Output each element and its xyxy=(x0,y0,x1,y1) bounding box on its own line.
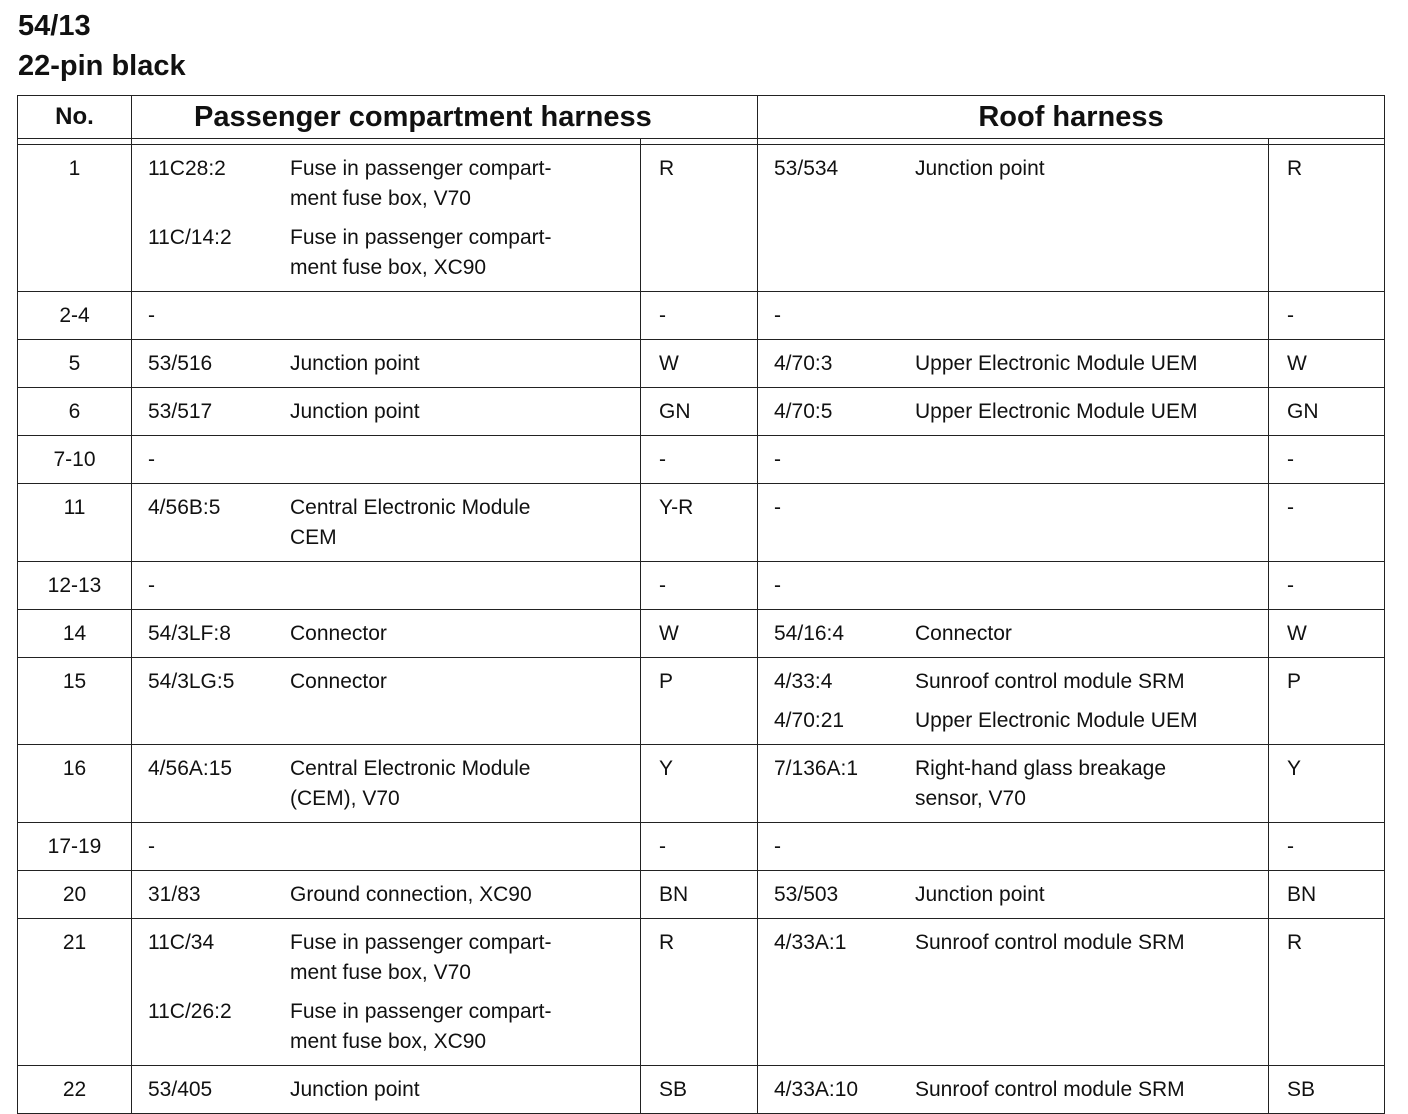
roof-component-code: 4/70:21 xyxy=(774,709,845,732)
table-row xyxy=(18,436,1385,484)
roof-component-description: Junction point xyxy=(915,157,1045,180)
roof-wire-color: - xyxy=(1269,292,1385,340)
roof-entry xyxy=(774,301,1262,331)
pin-table xyxy=(17,95,1385,1114)
passenger-component-description: Fuse in passenger compart- ment fuse box, XC90 xyxy=(290,1000,552,1053)
passenger-component-description: Central Electronic Module CEM xyxy=(290,496,531,549)
roof-wire-color: SB xyxy=(1269,1066,1385,1114)
passenger-component-code: 31/83 xyxy=(148,883,201,906)
passenger-component-code: - xyxy=(148,574,155,597)
passenger-wire-color: - xyxy=(641,436,758,484)
passenger-component-description: Ground connection, XC90 xyxy=(290,883,532,906)
roof-component-description: Connector xyxy=(915,622,1012,645)
connector-description: 22-pin black xyxy=(18,50,186,82)
roof-wire-color: W xyxy=(1269,340,1385,388)
table-row xyxy=(18,340,1385,388)
roof-harness-cell xyxy=(758,292,1269,340)
roof-entry xyxy=(774,571,1262,601)
passenger-entry xyxy=(148,223,634,283)
passenger-harness-cell xyxy=(132,340,641,388)
pin-number: 12-13 xyxy=(18,562,132,610)
passenger-harness-cell xyxy=(132,484,641,562)
roof-harness-cell xyxy=(758,340,1269,388)
passenger-component-description xyxy=(290,571,634,601)
header-no: No. xyxy=(18,96,132,139)
passenger-component-description xyxy=(290,832,634,862)
table-row xyxy=(18,658,1385,745)
passenger-entry xyxy=(148,445,634,475)
pin-number: 11 xyxy=(18,484,132,562)
table-row xyxy=(18,745,1385,823)
roof-wire-color: BN xyxy=(1269,871,1385,919)
pin-number: 20 xyxy=(18,871,132,919)
table-row xyxy=(18,484,1385,562)
roof-harness-cell xyxy=(758,1066,1269,1114)
passenger-component-description: Central Electronic Module (CEM), V70 xyxy=(290,757,531,810)
passenger-component-description: Fuse in passenger compart- ment fuse box, V70 xyxy=(290,157,552,210)
passenger-component-code: 11C/26:2 xyxy=(148,1000,232,1023)
pin-number: 7-10 xyxy=(18,436,132,484)
passenger-component-code: 11C28:2 xyxy=(148,157,226,180)
roof-harness-cell xyxy=(758,388,1269,436)
roof-component-description: Upper Electronic Module UEM xyxy=(915,352,1198,375)
roof-component-code: 4/33:4 xyxy=(774,670,833,693)
passenger-wire-color: W xyxy=(641,610,758,658)
passenger-harness-cell xyxy=(132,436,641,484)
passenger-harness-cell xyxy=(132,871,641,919)
passenger-entry xyxy=(148,619,634,649)
pin-number: 17-19 xyxy=(18,823,132,871)
passenger-wire-color: Y xyxy=(641,745,758,823)
roof-component-description xyxy=(915,493,1262,523)
passenger-wire-color: R xyxy=(641,919,758,1066)
roof-component-description: Upper Electronic Module UEM xyxy=(915,400,1198,423)
header-roof-harness: Roof harness xyxy=(758,96,1385,139)
roof-wire-color: GN xyxy=(1269,388,1385,436)
passenger-entry xyxy=(148,754,634,814)
roof-entry xyxy=(774,397,1262,427)
passenger-component-description: Fuse in passenger compart- ment fuse box, V70 xyxy=(290,931,552,984)
roof-harness-cell xyxy=(758,145,1269,292)
table-row xyxy=(18,610,1385,658)
roof-component-code: 7/136A:1 xyxy=(774,757,859,780)
passenger-entry xyxy=(148,397,634,427)
roof-component-description: Upper Electronic Module UEM xyxy=(915,709,1198,732)
pin-number: 22 xyxy=(18,1066,132,1114)
roof-wire-color: P xyxy=(1269,658,1385,745)
roof-wire-color: - xyxy=(1269,484,1385,562)
roof-entry xyxy=(774,445,1262,475)
roof-entry xyxy=(774,349,1262,379)
passenger-entry xyxy=(148,154,634,214)
pin-number: 5 xyxy=(18,340,132,388)
passenger-harness-cell xyxy=(132,292,641,340)
roof-wire-color: R xyxy=(1269,145,1385,292)
roof-entry xyxy=(774,667,1262,697)
passenger-harness-cell xyxy=(132,145,641,292)
passenger-entry xyxy=(148,301,634,331)
roof-component-code: - xyxy=(774,574,781,597)
roof-component-code: 4/33A:10 xyxy=(774,1078,859,1101)
roof-harness-cell xyxy=(758,562,1269,610)
table-row xyxy=(18,562,1385,610)
passenger-wire-color: SB xyxy=(641,1066,758,1114)
roof-harness-cell xyxy=(758,919,1269,1066)
passenger-component-code: 54/3LF:8 xyxy=(148,622,231,645)
roof-wire-color: - xyxy=(1269,823,1385,871)
passenger-entry xyxy=(148,571,634,601)
roof-component-description: Sunroof control module SRM xyxy=(915,670,1185,693)
passenger-harness-cell xyxy=(132,919,641,1066)
pin-number: 21 xyxy=(18,919,132,1066)
passenger-component-description: Junction point xyxy=(290,352,420,375)
roof-harness-cell xyxy=(758,610,1269,658)
passenger-component-description: Connector xyxy=(290,670,387,693)
passenger-entry xyxy=(148,667,634,697)
roof-component-code: - xyxy=(774,304,781,327)
passenger-harness-cell xyxy=(132,823,641,871)
passenger-wire-color: - xyxy=(641,562,758,610)
table-row xyxy=(18,1066,1385,1114)
roof-component-code: - xyxy=(774,448,781,471)
passenger-harness-cell xyxy=(132,562,641,610)
roof-entry xyxy=(774,832,1262,862)
page-title xyxy=(18,6,186,86)
passenger-component-description: Junction point xyxy=(290,400,420,423)
header-passenger-harness: Passenger compartment harness xyxy=(132,96,758,139)
passenger-component-code: 11C/14:2 xyxy=(148,226,232,249)
passenger-wire-color: GN xyxy=(641,388,758,436)
roof-component-description xyxy=(915,571,1262,601)
passenger-component-code: 54/3LG:5 xyxy=(148,670,235,693)
roof-component-code: 4/70:5 xyxy=(774,400,833,423)
pin-number: 2-4 xyxy=(18,292,132,340)
passenger-component-code: - xyxy=(148,835,155,858)
roof-wire-color: Y xyxy=(1269,745,1385,823)
roof-harness-cell xyxy=(758,745,1269,823)
roof-entry xyxy=(774,928,1262,958)
passenger-component-description xyxy=(290,445,634,475)
roof-wire-color: - xyxy=(1269,436,1385,484)
roof-component-code: 54/16:4 xyxy=(774,622,845,645)
roof-entry xyxy=(774,754,1262,814)
roof-entry xyxy=(774,880,1262,910)
table-row xyxy=(18,823,1385,871)
passenger-component-description: Fuse in passenger compart- ment fuse box, XC90 xyxy=(290,226,552,279)
passenger-component-code: 53/517 xyxy=(148,400,213,423)
passenger-entry xyxy=(148,1075,634,1105)
passenger-wire-color: - xyxy=(641,292,758,340)
passenger-component-description: Junction point xyxy=(290,1078,420,1101)
roof-component-description: Right-hand glass breakage sensor, V70 xyxy=(915,757,1166,810)
roof-component-description xyxy=(915,445,1262,475)
passenger-harness-cell xyxy=(132,745,641,823)
passenger-component-code: 4/56A:15 xyxy=(148,757,233,780)
roof-entry xyxy=(774,706,1262,736)
roof-wire-color: W xyxy=(1269,610,1385,658)
roof-entry xyxy=(774,1075,1262,1105)
pin-rows xyxy=(18,145,1385,1114)
roof-wire-color: - xyxy=(1269,562,1385,610)
roof-harness-cell xyxy=(758,823,1269,871)
pin-number: 14 xyxy=(18,610,132,658)
passenger-component-code: 11C/34 xyxy=(148,931,215,954)
passenger-wire-color: R xyxy=(641,145,758,292)
passenger-harness-cell xyxy=(132,658,641,745)
roof-entry xyxy=(774,493,1262,523)
passenger-component-code: 53/516 xyxy=(148,352,213,375)
passenger-entry xyxy=(148,832,634,862)
passenger-entry xyxy=(148,349,634,379)
roof-component-code: 53/534 xyxy=(774,157,839,180)
passenger-component-code: - xyxy=(148,304,155,327)
passenger-harness-cell xyxy=(132,1066,641,1114)
roof-component-description: Junction point xyxy=(915,883,1045,906)
roof-entry xyxy=(774,619,1262,649)
roof-wire-color: R xyxy=(1269,919,1385,1066)
table-row xyxy=(18,292,1385,340)
roof-component-code: - xyxy=(774,835,781,858)
roof-component-code: 4/33A:1 xyxy=(774,931,847,954)
passenger-entry xyxy=(148,880,634,910)
table-row xyxy=(18,388,1385,436)
roof-component-description: Sunroof control module SRM xyxy=(915,931,1185,954)
passenger-wire-color: W xyxy=(641,340,758,388)
passenger-component-description xyxy=(290,301,634,331)
roof-harness-cell xyxy=(758,484,1269,562)
roof-component-description xyxy=(915,301,1262,331)
roof-component-description xyxy=(915,832,1262,862)
passenger-component-description: Connector xyxy=(290,622,387,645)
passenger-wire-color: Y-R xyxy=(641,484,758,562)
roof-component-code: - xyxy=(774,496,781,519)
passenger-harness-cell xyxy=(132,610,641,658)
connector-code: 54/13 xyxy=(18,10,91,42)
passenger-component-code: - xyxy=(148,448,155,471)
passenger-component-code: 4/56B:5 xyxy=(148,496,221,519)
table-row xyxy=(18,919,1385,1066)
pin-number: 15 xyxy=(18,658,132,745)
pin-number: 16 xyxy=(18,745,132,823)
passenger-entry xyxy=(148,493,634,553)
pin-number: 6 xyxy=(18,388,132,436)
roof-component-code: 53/503 xyxy=(774,883,839,906)
roof-harness-cell xyxy=(758,436,1269,484)
roof-harness-cell xyxy=(758,871,1269,919)
passenger-entry xyxy=(148,928,634,988)
pin-number: 1 xyxy=(18,145,132,292)
passenger-harness-cell xyxy=(132,388,641,436)
roof-entry xyxy=(774,154,1262,184)
table-header-row xyxy=(18,96,1385,139)
table-row xyxy=(18,871,1385,919)
roof-component-description: Sunroof control module SRM xyxy=(915,1078,1185,1101)
passenger-wire-color: P xyxy=(641,658,758,745)
table-row xyxy=(18,145,1385,292)
roof-harness-cell xyxy=(758,658,1269,745)
passenger-entry xyxy=(148,997,634,1057)
passenger-component-code: 53/405 xyxy=(148,1078,213,1101)
passenger-wire-color: - xyxy=(641,823,758,871)
passenger-wire-color: BN xyxy=(641,871,758,919)
roof-component-code: 4/70:3 xyxy=(774,352,833,375)
